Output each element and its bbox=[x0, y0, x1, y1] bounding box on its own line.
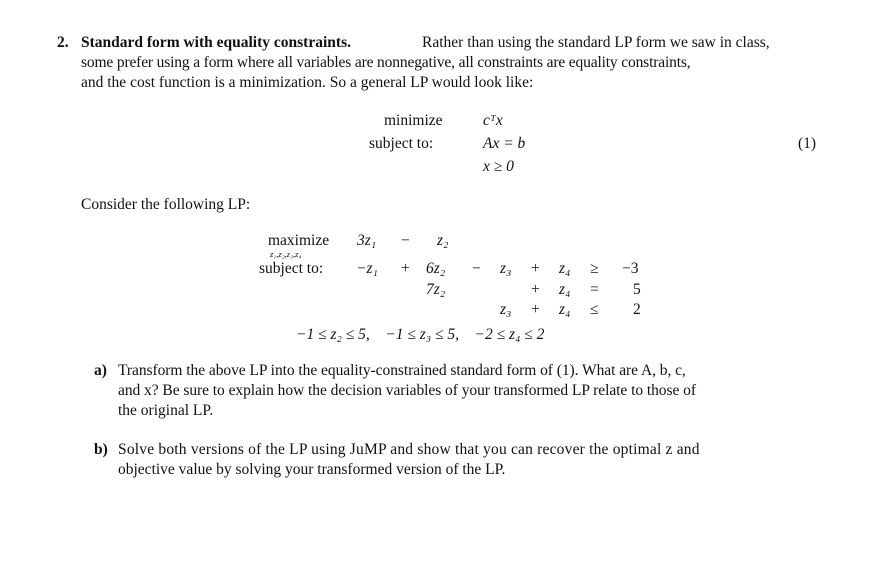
intro-line-1: Rather than using the standard LP form we saw in class, bbox=[422, 34, 770, 51]
row2-rhs: 5 bbox=[633, 281, 641, 298]
objective-term-1: 3z₁ bbox=[357, 232, 377, 249]
row3-term-4: z₄ bbox=[559, 301, 571, 318]
row1-term-1: −z₁ bbox=[356, 260, 378, 277]
equation-number: (1) bbox=[798, 135, 817, 152]
row1-relation: ≥ bbox=[590, 260, 599, 277]
maximize-label: maximize bbox=[268, 232, 330, 249]
maximize-variables: z₁,z₂,z₃,z₄ bbox=[270, 249, 302, 259]
standard-constraint-eq: Ax = b bbox=[483, 135, 526, 152]
row2-relation: = bbox=[590, 281, 599, 298]
row3-term-3: z₃ bbox=[500, 301, 512, 318]
part-a-line-1: Transform the above LP into the equality-constrained standard form of (1). What are A, b, c, bbox=[118, 362, 686, 379]
variable-bounds: −1 ≤ z₂ ≤ 5, −1 ≤ z₃ ≤ 5, −2 ≤ z₄ ≤ 2 bbox=[296, 326, 545, 343]
part-a-label: a) bbox=[94, 362, 107, 379]
row1-op-1: + bbox=[401, 260, 410, 277]
row3-relation: ≤ bbox=[590, 301, 599, 318]
row1-term-4: z₄ bbox=[559, 260, 571, 277]
part-b-line-1: Solve both versions of the LP using JuMP and show that you can recover the optimal z and bbox=[118, 441, 700, 458]
part-a-line-2: and x? Be sure to explain how the decision variables of your transformed LP relate to those of bbox=[118, 382, 696, 399]
row1-term-2: 6z₂ bbox=[426, 260, 446, 277]
row2-term-4: z₄ bbox=[559, 281, 571, 298]
row1-term-3: z₃ bbox=[500, 260, 512, 277]
problem-number: 2. bbox=[57, 34, 69, 51]
subject-to-label: subject to: bbox=[369, 135, 434, 152]
standard-objective: cᵀx bbox=[483, 112, 503, 129]
standard-constraint-nonneg: x ≥ 0 bbox=[483, 158, 514, 175]
consider-text: Consider the following LP: bbox=[81, 196, 251, 213]
row1-rhs: −3 bbox=[622, 260, 639, 277]
row1-op-3: + bbox=[531, 260, 540, 277]
lp-subject-to-label: subject to: bbox=[259, 260, 324, 277]
objective-op-1: − bbox=[401, 232, 410, 249]
part-a-line-3: the original LP. bbox=[118, 402, 214, 419]
problem-title: Standard form with equality constraints. bbox=[81, 34, 351, 51]
intro-line-2: some prefer using a form where all variables are nonnegative, all constraints are equality constraints, bbox=[81, 54, 691, 71]
minimize-label: minimize bbox=[384, 112, 443, 129]
row2-op-3: + bbox=[531, 281, 540, 298]
row3-rhs: 2 bbox=[633, 301, 641, 318]
row2-term-2: 7z₂ bbox=[426, 281, 446, 298]
row3-op-3: + bbox=[531, 301, 540, 318]
row1-op-2: − bbox=[472, 260, 481, 277]
part-b-label: b) bbox=[94, 441, 108, 458]
intro-line-3: and the cost function is a minimization. So a general LP would look like: bbox=[81, 74, 534, 91]
objective-term-2: z₂ bbox=[437, 232, 449, 249]
part-b-line-2: objective value by solving your transformed version of the LP. bbox=[118, 461, 506, 478]
